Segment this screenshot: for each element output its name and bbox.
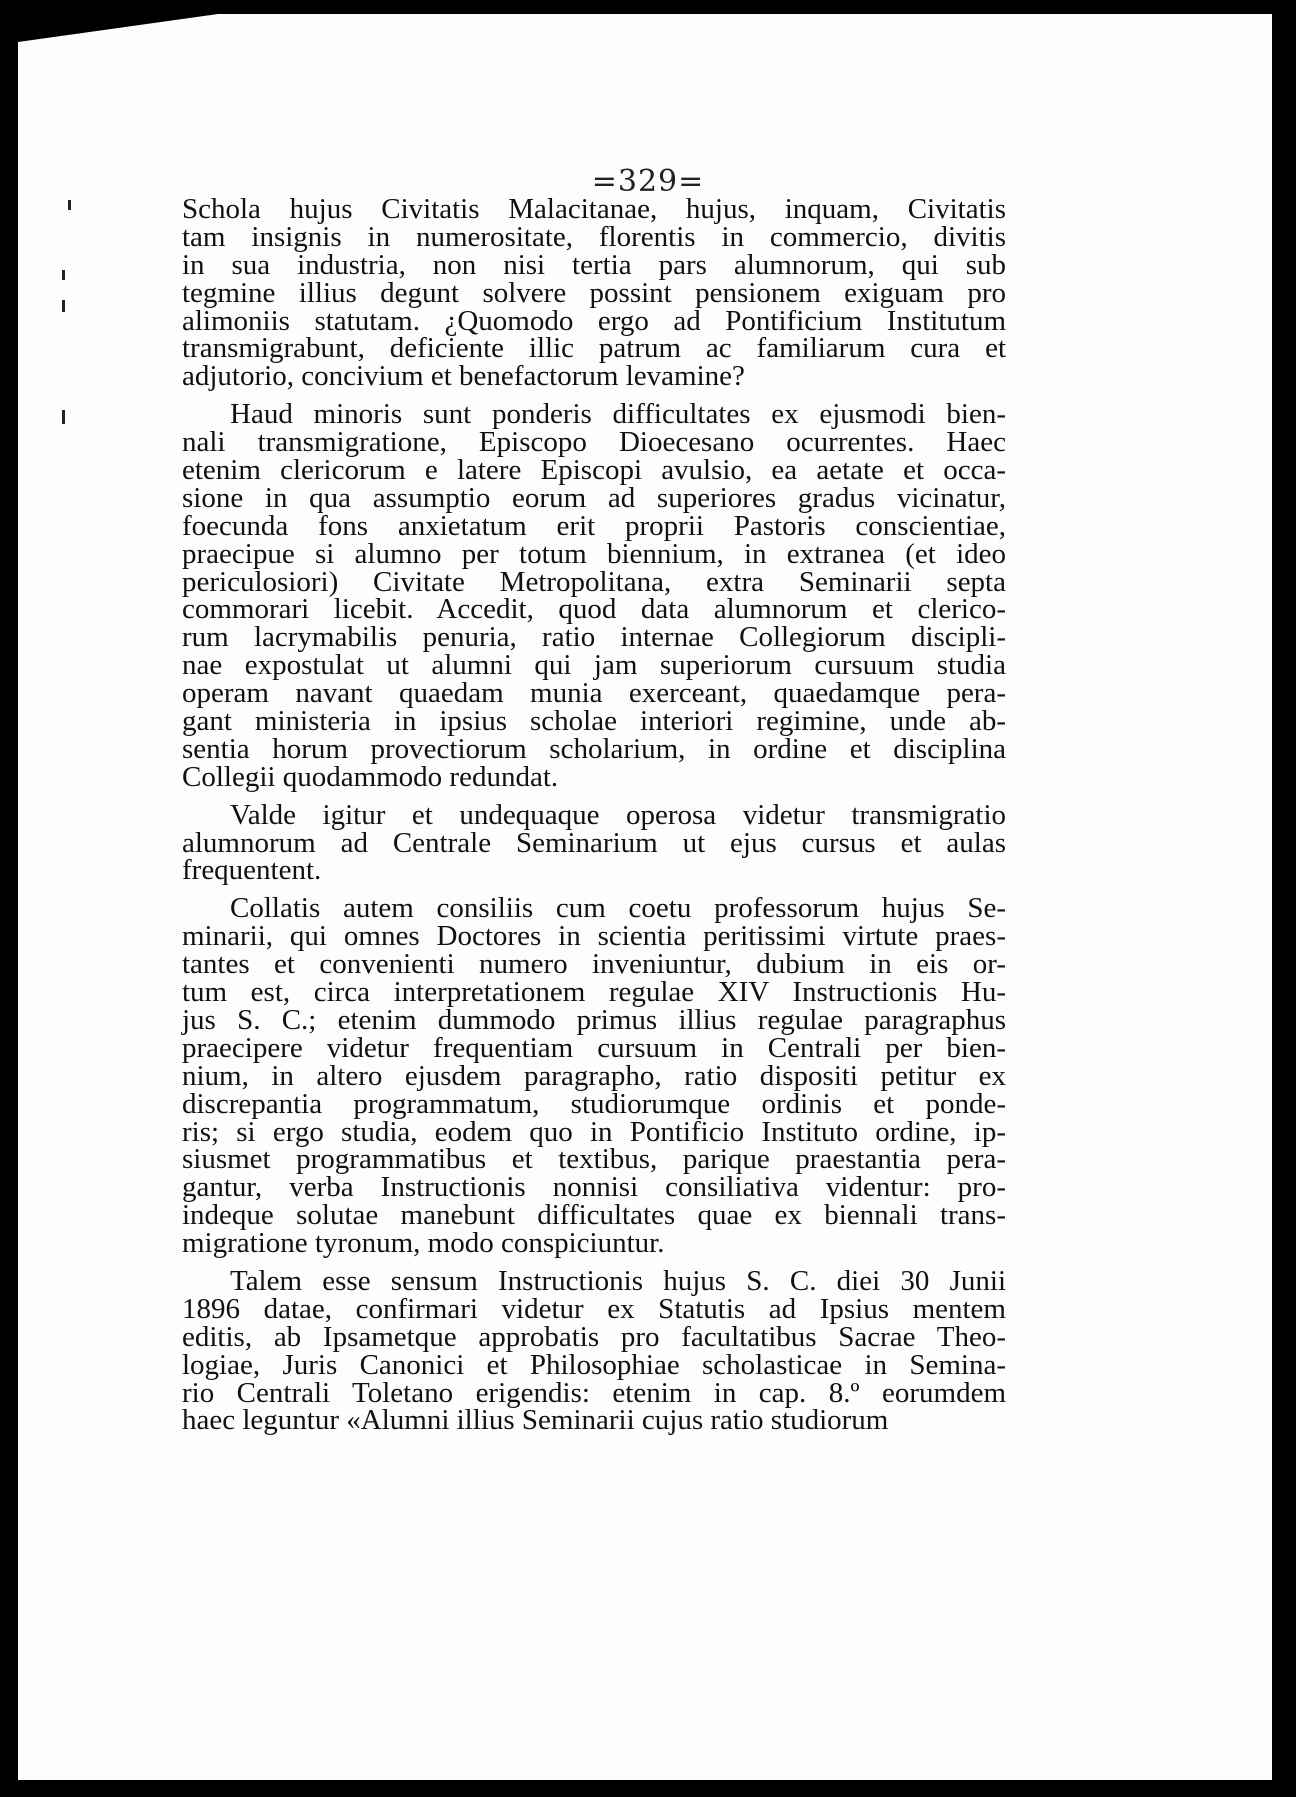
text-line: Collatis autem consiliis cum coetu professorum hujus Se- [230,892,1006,925]
text-line: sione in qua assumptio eorum ad superiores gradus vicinatur, [182,481,1006,514]
text-line: foecunda fons anxietatum erit proprii Pastoris conscientiae, [182,509,1006,542]
page-number: =329= [591,164,705,199]
text-line: logiae, Juris Canonici et Philosophiae scholasticae in Semina- [182,1348,1006,1381]
text-line: rio Centrali Toletano erigendis: etenim in cap. 8.º eorumdem [182,1376,1006,1409]
text-line: haec leguntur «Alumni illius Seminarii cujus ratio studiorum [182,1404,889,1437]
text-line: tantes et convenienti numero inveniuntur, dubium in eis or- [182,948,1006,981]
text-line: gantur, verba Instructionis nonnisi consiliativa videntur: pro- [182,1171,1006,1204]
text-line: operam navant quaedam munia exerceant, quaedamque pera- [182,677,1006,710]
margin-mark [62,410,65,424]
text-line: tegmine illius degunt solvere possint pensionem exiguam pro [182,276,1006,309]
text-line: indeque solutae manebunt difficultates quae ex biennali trans- [182,1199,1006,1232]
text-line: Schola hujus Civitatis Malacitanae, hujus, inquam, Civitatis [182,193,1006,225]
text-line: siusmet programmatibus et textibus, parique praestantia pera- [182,1143,1006,1176]
text-line: ris; si ergo studia, eodem quo in Pontificio Instituto ordine, ip- [182,1115,1006,1148]
text-line: Valde igitur et undequaque operosa videtur transmigratio [230,798,1006,831]
text-line: sentia horum provectiorum scholarium, in ordine et disciplina [182,732,1006,765]
body-text [182,193,1006,1437]
text-line: alimoniis statutam. ¿Quomodo ergo ad Pontificium Institutum [182,304,1006,337]
text-line: discrepantia programmatum, studiorumque ordinis et ponde- [182,1087,1006,1120]
text-line: 1896 datae, confirmari videtur ex Statutis ad Ipsius mentem [182,1292,1006,1325]
text-line: praecipere videtur frequentiam cursuum in Centrali per bien- [182,1031,1006,1064]
text-line: jus S. C.; etenim dummodo primus illius regulae paragraphus [182,1003,1006,1036]
text-line: minarii, qui omnes Doctores in scientia peritissimi virtute praes- [182,920,1006,953]
text-line: Haud minoris sunt ponderis difficultates ex ejusmodi bien- [230,398,1006,431]
text-line: nali transmigratione, Episcopo Dioecesano ocurrentes. Haec [182,426,1006,459]
text-line: gant ministeria in ipsius scholae interiori regimine, unde ab- [182,705,1006,738]
margin-mark [62,270,65,280]
margin-mark [68,200,71,210]
paragraph [182,398,1006,793]
margin-mark [62,300,65,312]
text-line: editis, ab Ipsametque approbatis pro facultatibus Sacrae Theo- [182,1320,1006,1353]
text-line: tum est, circa interpretationem regulae XIV Instructionis Hu- [182,976,1006,1009]
text-line: nae expostulat ut alumni qui jam superiorum cursuum studia [182,649,1006,682]
text-line: transmigrabunt, deficiente illic patrum ac familiarum cura et [182,332,1006,365]
text-line: frequentent. [182,854,322,887]
text-line: etenim clericorum e latere Episcopi avulsio, ea aetate et occa- [182,454,1006,487]
margin-marks [60,200,80,440]
text-line: alumnorum ad Centrale Seminarium ut ejus cursus et aulas [182,826,1006,859]
text-line: periculosiori) Civitate Metropolitana, extra Seminarii septa [182,565,1006,598]
text-line: migratione tyronum, modo conspiciuntur. [182,1227,665,1260]
paragraph [182,892,1006,1260]
paragraph [182,1264,1006,1437]
paragraph [182,193,1006,393]
paragraph [182,798,1006,887]
text-line: nium, in altero ejusdem paragrapho, ratio dispositi petitur ex [182,1059,1006,1092]
text-line: Collegii quodammodo redundat. [182,760,559,793]
text-line: adjutorio, concivium et benefactorum levamine? [182,360,745,393]
text-line: commorari licebit. Accedit, quod data alumnorum et clerico- [182,593,1006,626]
text-line: praecipue si alumno per totum biennium, in extranea (et ideo [182,537,1006,570]
text-line: tam insignis in numerositate, florentis in commercio, divitis [182,220,1006,253]
text-line: in sua industria, non nisi tertia pars alumnorum, qui sub [182,248,1006,281]
text-line: Talem esse sensum Instructionis hujus S. C. diei 30 Junii [230,1264,1006,1297]
text-line: rum lacrymabilis penuria, ratio internae Collegiorum discipli- [182,621,1006,654]
